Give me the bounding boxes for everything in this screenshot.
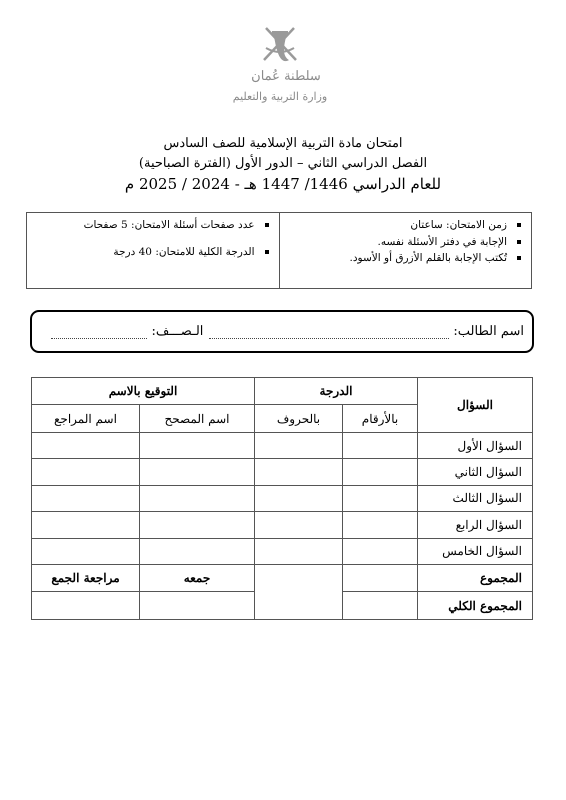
table-row (32, 459, 533, 485)
info-column-left (27, 213, 279, 288)
student-details-box (30, 310, 534, 353)
grade-letters-cell[interactable] (255, 459, 343, 485)
info-page-count: عدد صفحات أسئلة الامتحان: 5 صفحات (33, 217, 269, 234)
grades-table (31, 377, 533, 620)
question-label: السؤال الثالث (418, 485, 533, 511)
grand-total-sum-cell[interactable] (140, 592, 255, 620)
corrector-cell[interactable] (140, 432, 255, 458)
table-row (32, 512, 533, 538)
grade-numbers-cell[interactable] (343, 512, 418, 538)
grade-numbers-cell[interactable] (343, 432, 418, 458)
corrector-cell[interactable] (140, 512, 255, 538)
student-name-label: اسم الطالب: (453, 324, 524, 339)
grade-letters-cell[interactable] (255, 512, 343, 538)
question-label: السؤال الخامس (418, 538, 533, 564)
reviewer-cell[interactable] (32, 432, 140, 458)
grand-total-review-cell[interactable] (32, 592, 140, 620)
exam-info-box (26, 212, 532, 289)
student-name-field[interactable] (209, 325, 449, 339)
header-grade: الدرجة (255, 378, 418, 405)
question-label: السؤال الرابع (418, 512, 533, 538)
question-label: السؤال الثاني (418, 459, 533, 485)
corrector-cell[interactable] (140, 538, 255, 564)
grade-numbers-cell[interactable] (343, 485, 418, 511)
student-class-label: الـصـــف: (151, 324, 204, 339)
reviewer-cell[interactable] (32, 538, 140, 564)
info-duration: زمن الامتحان: ساعتان (286, 217, 522, 234)
student-class-field[interactable] (51, 325, 147, 339)
grade-letters-cell[interactable] (255, 485, 343, 511)
header-signature: التوقيع بالاسم (32, 378, 255, 405)
ministry-logo (230, 20, 330, 108)
corrector-cell[interactable] (140, 459, 255, 485)
table-row (32, 432, 533, 458)
oman-khanjar-emblem-icon (230, 20, 330, 108)
exam-semester: الفصل الدراسي الثاني – الدور الأول (الفترة الصباحية) (138, 156, 428, 171)
grade-letters-cell[interactable] (255, 538, 343, 564)
exam-year: للعام الدراسي 1446/ 1447 هـ - 2024 / 2025 م (124, 175, 442, 193)
table-row (32, 538, 533, 564)
table-row (32, 485, 533, 511)
header-question: السؤال (418, 378, 533, 433)
logo-text-line1: سلطنة عُمان (251, 69, 321, 84)
grade-letters-cell[interactable] (255, 432, 343, 458)
info-pen-color: تُكتب الإجابة بالقلم الأزرق أو الأسود. (286, 250, 522, 267)
total-letters-cell[interactable] (255, 565, 343, 620)
grade-numbers-cell[interactable] (343, 459, 418, 485)
reviewer-cell[interactable] (32, 485, 140, 511)
total-row (32, 565, 533, 592)
exam-title-block (40, 134, 526, 194)
exam-title: امتحان مادة التربية الإسلامية للصف السادس (163, 136, 403, 151)
subheader-numbers: بالأرقام (343, 405, 418, 432)
grade-numbers-cell[interactable] (343, 538, 418, 564)
grand-total-numbers-cell[interactable] (343, 592, 418, 620)
total-sum-label: جمعه (140, 565, 255, 592)
info-column-right (279, 213, 532, 288)
info-total-marks: الدرجة الكلية للامتحان: 40 درجة (33, 244, 269, 261)
subheader-corrector: اسم المصحح (140, 405, 255, 432)
total-review-label: مراجعة الجمع (32, 565, 140, 592)
reviewer-cell[interactable] (32, 512, 140, 538)
reviewer-cell[interactable] (32, 459, 140, 485)
corrector-cell[interactable] (140, 485, 255, 511)
question-label: السؤال الأول (418, 432, 533, 458)
info-answer-location: الإجابة في دفتر الأسئلة نفسه. (286, 234, 522, 251)
total-label: المجموع (418, 565, 533, 592)
total-numbers-cell[interactable] (343, 565, 418, 592)
subheader-letters: بالحروف (255, 405, 343, 432)
subheader-reviewer: اسم المراجع (32, 405, 140, 432)
logo-text-line2: وزارة التربية والتعليم (232, 90, 328, 103)
grand-total-label: المجموع الكلي (418, 592, 533, 620)
